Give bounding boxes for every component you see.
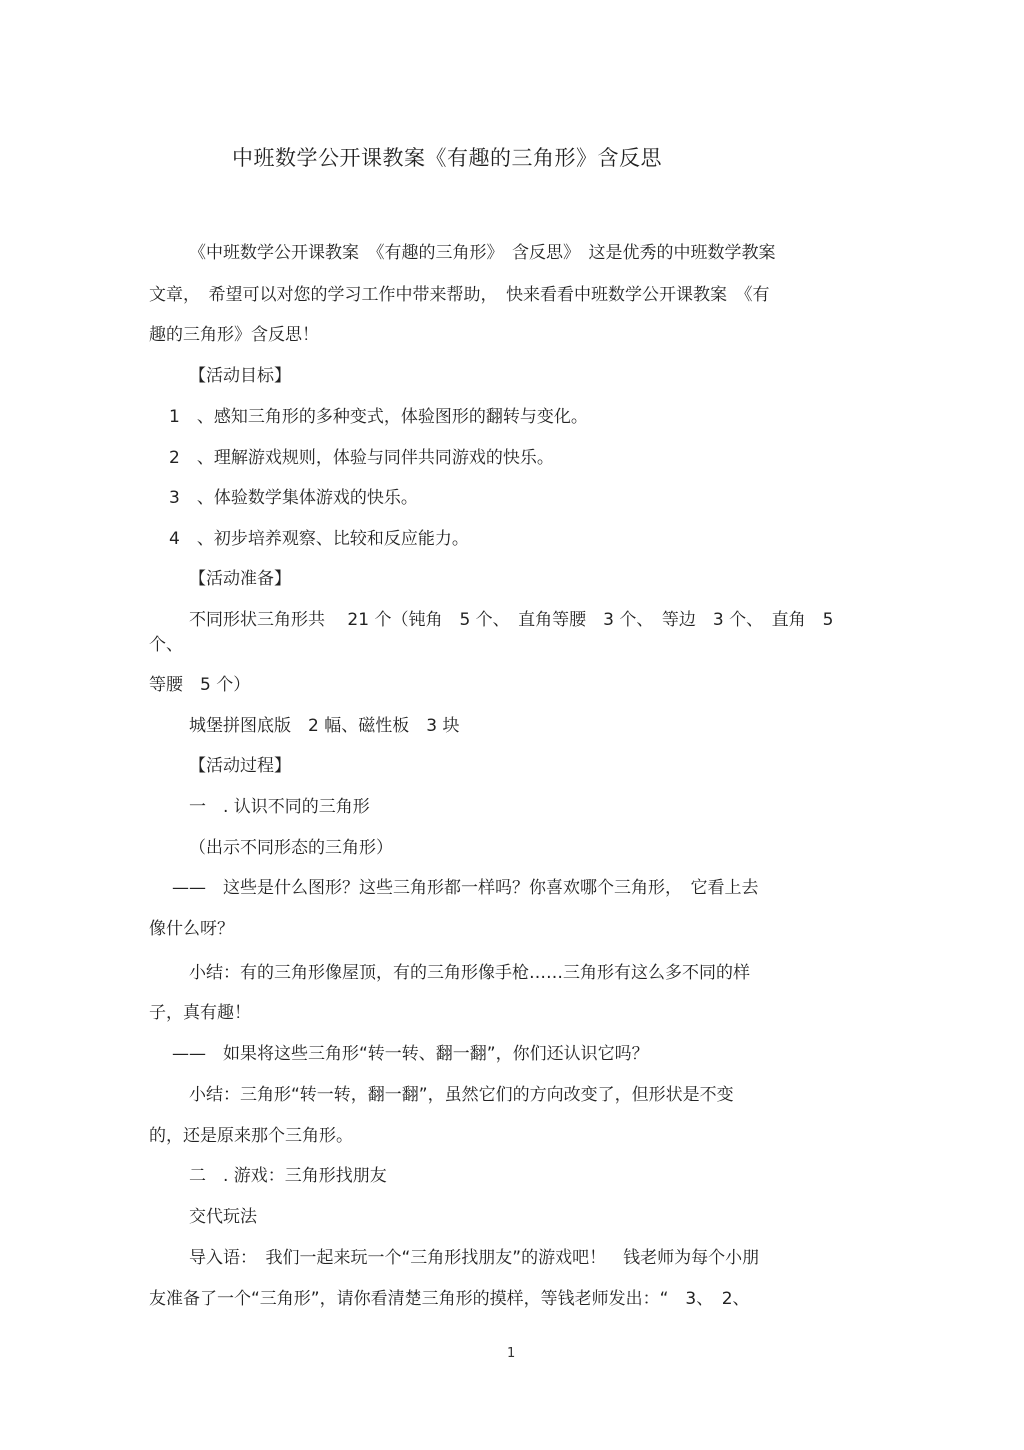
- preparation-line-1: 不同形状三角形共 21 个（钝角 5 个、 直角等腰 3 个、 等边 3 个、 直角 5: [189, 610, 834, 630]
- preparation-line-4: 城堡拼图底版 2 幅、磁性板 3 块: [189, 716, 460, 736]
- preparation-line-2: 个、: [149, 635, 183, 655]
- section-heading-process: 【活动过程】: [189, 756, 291, 776]
- process-step-2-heading: 二 . 游戏：三角形找朋友: [189, 1166, 387, 1186]
- section-heading-preparation: 【活动准备】: [189, 569, 291, 589]
- goal-item-2: 2 、理解游戏规则，体验与同伴共同游戏的快乐。: [169, 448, 554, 468]
- intro-line-2: 文章， 希望可以对您的学习工作中带来帮助， 快来看看中班数学公开课教案 《有: [149, 285, 770, 305]
- process-question-1: —— 这些是什么图形？这些三角形都一样吗？你喜欢哪个三角形， 它看上去: [172, 878, 759, 898]
- summary-2: 小结：三角形“转一转，翻一翻”，虽然它们的方向改变了，但形状是不变: [189, 1085, 734, 1105]
- intro-line-3: 趣的三角形》含反思！: [149, 325, 319, 345]
- process-step-1-heading: 一 . 认识不同的三角形: [189, 797, 370, 817]
- intro-speech-line-2: 友准备了一个“三角形”，请你看清楚三角形的摸样，等钱老师发出：“ 3、 2、: [149, 1289, 750, 1309]
- intro-speech-line-1: 导入语： 我们一起来玩一个“三角形找朋友”的游戏吧！ 钱老师为每个小朋: [189, 1248, 760, 1268]
- section-heading-goals: 【活动目标】: [189, 366, 291, 386]
- rules-heading: 交代玩法: [189, 1207, 257, 1227]
- page-number: 1: [507, 1346, 516, 1361]
- goal-item-1: 1 、感知三角形的多种变式，体验图形的翻转与变化。: [169, 407, 588, 427]
- process-question-1-cont: 像什么呀？: [149, 919, 234, 939]
- goal-item-3: 3 、体验数学集体游戏的快乐。: [169, 488, 418, 508]
- summary-1-cont: 子，真有趣！: [149, 1003, 251, 1023]
- intro-line-1: 《中班数学公开课教案 《有趣的三角形》 含反思》 这是优秀的中班数学教案: [189, 243, 776, 263]
- document-title: 中班数学公开课教案《有趣的三角形》含反思: [232, 146, 662, 170]
- process-line-show: （出示不同形态的三角形）: [189, 838, 393, 858]
- goal-item-4: 4 、初步培养观察、比较和反应能力。: [169, 529, 469, 549]
- process-question-2: —— 如果将这些三角形“转一转、翻一翻”，你们还认识它吗？: [172, 1044, 649, 1064]
- summary-2-cont: 的，还是原来那个三角形。: [149, 1126, 353, 1146]
- preparation-line-3: 等腰 5 个）: [149, 675, 251, 695]
- summary-1: 小结：有的三角形像屋顶，有的三角形像手枪……三角形有这么多不同的样: [189, 963, 750, 983]
